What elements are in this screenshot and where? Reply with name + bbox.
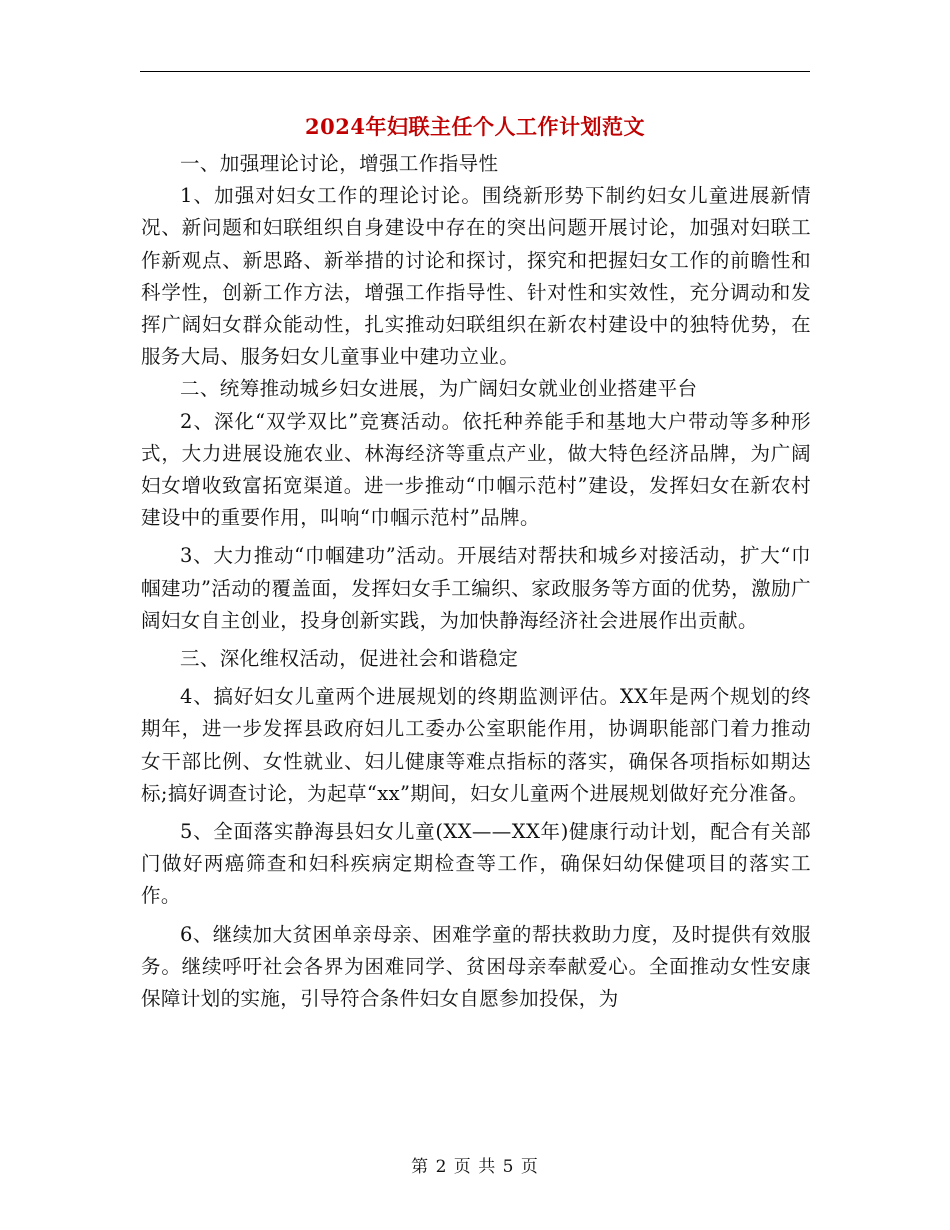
section-heading-2: 二、统筹推动城乡妇女进展，为广阔妇女就业创业搭建平台 bbox=[180, 377, 698, 401]
page-number-footer: 第 2 页 共 5 页 bbox=[411, 1157, 539, 1177]
section-heading-3: 三、深化维权活动，促进社会和谐稳定 bbox=[180, 647, 519, 671]
header-rule bbox=[140, 71, 810, 72]
document-body bbox=[141, 148, 811, 1015]
section-heading-1: 一、加强理论讨论，增强工作指导性 bbox=[180, 152, 499, 175]
document-title: 2024年妇联主任个人工作计划范文 bbox=[305, 114, 645, 139]
paragraph-item-5: 5、全面落实静海县妇女儿童(XX——XX年)健康行动计划，配合有关部门做好两癌筛查和妇科疾病定期检查等工作，确保妇幼保健项目的落实工作。 bbox=[141, 820, 811, 908]
paragraph-item-2: 2、深化“双学双比”竞赛活动。依托种养能手和基地大户带动等多种形式，大力进展设施农业、林海经济等重点产业，做大特色经济品牌，为广阔妇女增收致富拓宽渠道。进一步推动“巾帼示范村”建设，发挥妇女在新农村建设中的重要作用，叫响“巾帼示范村”品牌。 bbox=[141, 409, 811, 530]
paragraph-item-3: 3、大力推动“巾帼建功”活动。开展结对帮扶和城乡对接活动，扩大“巾帼建功”活动的覆盖面，发挥妇女手工编织、家政服务等方面的优势，激励广阔妇女自主创业，投身创新实践，为加快静海经济社会进展作出贡献。 bbox=[141, 544, 811, 632]
paragraph-item-1: 1、加强对妇女工作的理论讨论。围绕新形势下制约妇女儿童进展新情况、新问题和妇联组织自身建设中存在的突出问题开展讨论，加强对妇联工作新观点、新思路、新举措的讨论和探讨，探究和把握妇女工作的前瞻性和科学性，创新工作方法，增强工作指导性、针对性和实效性，充分调动和发挥广阔妇女群众能动性，扎实推动妇联组织在新农村建设中的独特优势，在服务大局、服务妇女儿童事业中建功立业。 bbox=[141, 184, 811, 369]
paragraph-item-6: 6、继续加大贫困单亲母亲、困难学童的帮扶救助力度，及时提供有效服务。继续呼吁社会各界为困难同学、贫困母亲奉献爱心。全面推动女性安康保障计划的实施，引导符合条件妇女自愿参加投保，为 bbox=[141, 922, 811, 1011]
paragraph-item-4: 4、搞好妇女儿童两个进展规划的终期监测评估。XX年是两个规划的终期年，进一步发挥县政府妇儿工委办公室职能作用，协调职能部门着力推动女干部比例、女性就业、妇儿健康等难点指标的落实，确保各项指标如期达标;搞好调查讨论，为起草“xx”期间，妇女儿童两个进展规划做好充分准备。 bbox=[141, 685, 811, 805]
